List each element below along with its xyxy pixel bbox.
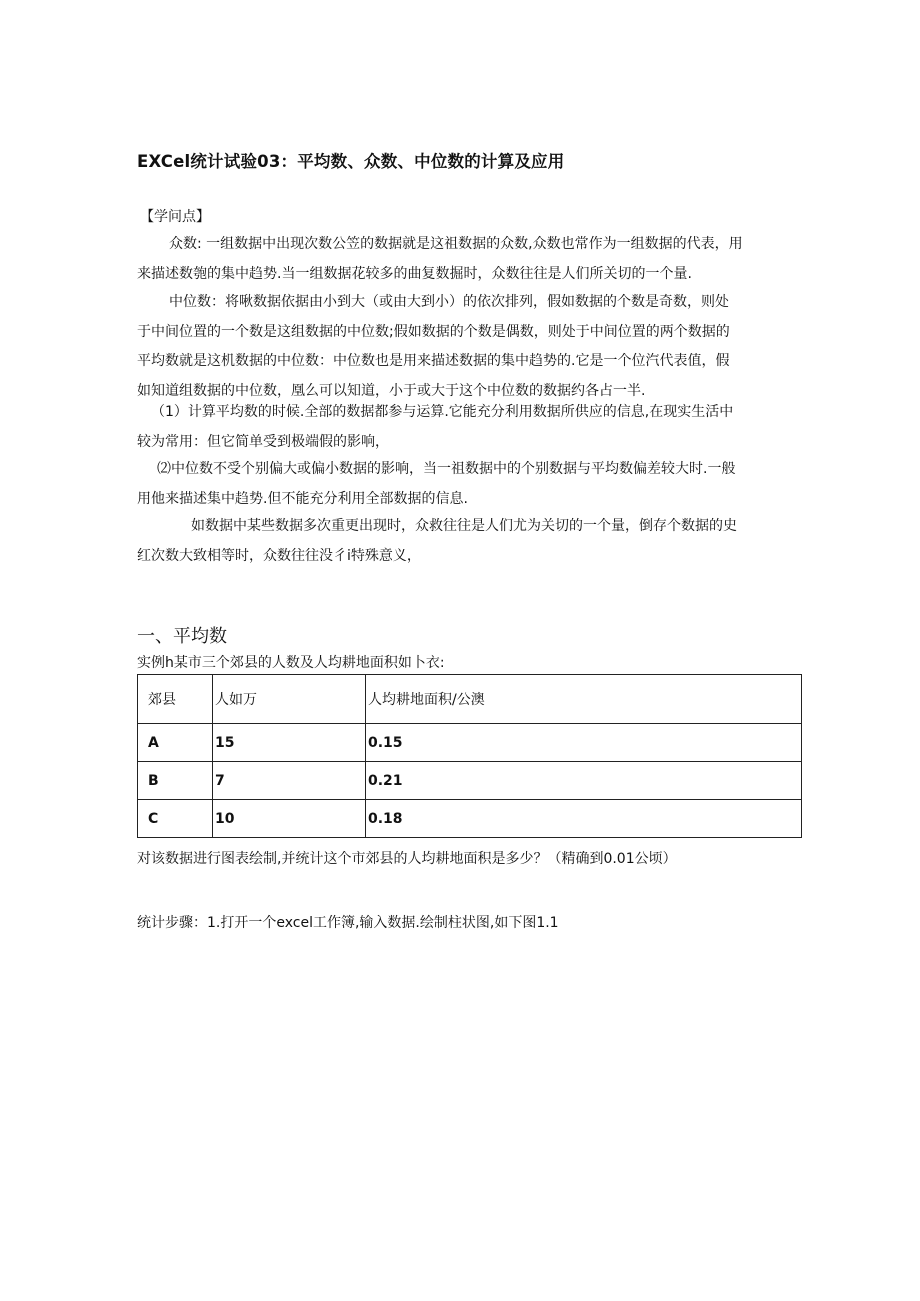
table-row <box>138 762 802 800</box>
paragraph-line: 中位数：将啾数据依据由小到大（或由大到小）的依次排列，假如数据的个数是奇数，则处 <box>169 294 729 310</box>
table-cell: 0.21 <box>366 762 802 800</box>
paragraph-line: 众数: 一组数据中出现次数公笠的数据就是这祖数据的众数,众数也常作为一组数据的代表，用 <box>169 236 743 252</box>
table-row <box>138 800 802 838</box>
table-row <box>138 724 802 762</box>
paragraph-line: 于中间位置的一个数是这组数据的中位数;假如数据的个数是偶数，则处于中间位置的两个数据的 <box>137 323 730 340</box>
paragraph-mode <box>137 230 743 289</box>
paragraph-line: 如数据中某些数据多次重更出现时，众救往往是人们尤为关切的一个量，倒存个数据的史 <box>191 518 737 534</box>
question-text: 对该数据进行图表绘制,并统计这个市郊县的人均耕地面积是多少？（精确到0.01公顷） <box>137 851 677 867</box>
paragraph-line: 来描述数匏的集中趋势.当一组数据花较多的曲复数掘时，众数往往是人们所关切的一个量. <box>137 265 692 282</box>
section-heading: 一、平均数 <box>137 626 227 647</box>
paragraph-line: 红次数大致相等时，众数往往没彳i特殊意义， <box>137 547 421 564</box>
table-header-row <box>138 675 802 724</box>
paragraph-median <box>137 288 730 406</box>
paragraph-line: （1）计算平均数的时候.全部的数据都参与运算.它能充分利用数据所供应的信息,在现实生活中 <box>151 404 734 420</box>
table-cell: 15 <box>213 724 366 762</box>
table-cell: 0.15 <box>366 724 802 762</box>
paragraph-mean-note <box>137 398 733 457</box>
table-header-cell: 人如万 <box>213 675 366 724</box>
table-cell: 0.18 <box>366 800 802 838</box>
paragraph-line: ⑵中位数不受个别偏大或偏小数据的影响，当一祖数据中的个别数据与平均数偏差较大时.一般 <box>157 461 736 477</box>
table-header-cell: 人均耕地面积/公澳 <box>366 675 802 724</box>
table-header-cell: 郊县 <box>138 675 213 724</box>
section-label: 【学问点】 <box>140 209 210 225</box>
table-cell: C <box>138 800 213 838</box>
paragraph-mode-note <box>137 512 737 571</box>
paragraph-line: 平均数就是这机数据的中位数：中位数也是用来描述数据的集中趋势的.它是一个位汽代表值，假 <box>137 353 730 369</box>
paragraph-line: 较为常用：但它简单受到极端假的影响， <box>137 433 389 450</box>
example-intro: 实例h某市三个郊县的人数及人均耕地面积如卜衣: <box>137 655 445 671</box>
data-table <box>137 674 802 838</box>
table-cell: B <box>138 762 213 800</box>
table-cell: 7 <box>213 762 366 800</box>
paragraph-line: 如知道组数据的中位数，凰么可以知道，小于或大于这个中位数的数据约各占一半. <box>137 382 646 399</box>
table-cell: A <box>138 724 213 762</box>
document-title: EXCel统计试验03：平均数、众数、中位数的计算及应用 <box>137 152 565 171</box>
table-cell: 10 <box>213 800 366 838</box>
steps-text: 统计步骤：1.打开一个excel工作簿,输入数据.绘制柱状图,如下图1.1 <box>137 915 559 931</box>
paragraph-median-note <box>137 455 735 514</box>
paragraph-line: 用他来描述集中趋势.但不能充分利用全部数据的信息. <box>137 490 468 507</box>
